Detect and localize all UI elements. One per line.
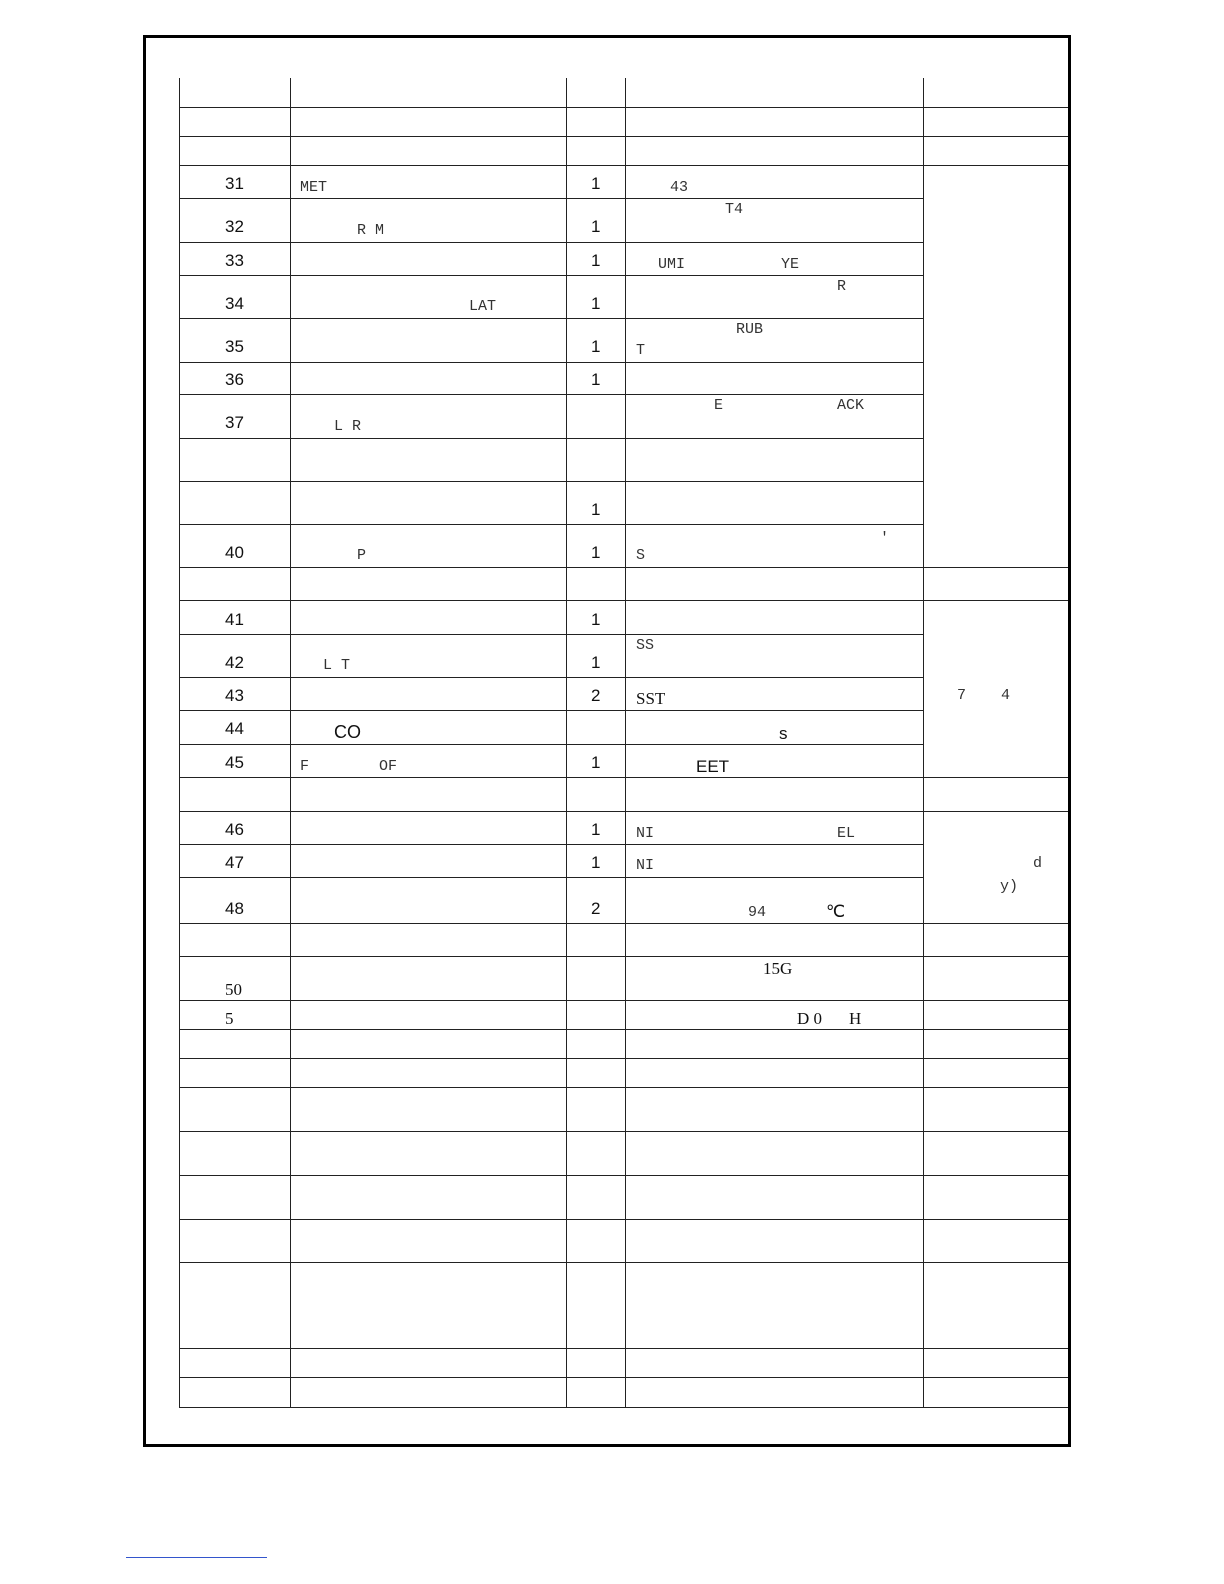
column-divider <box>923 78 924 1408</box>
item-name: R M <box>357 222 385 239</box>
item-name: F <box>300 758 310 775</box>
item-qty: 1 <box>591 610 601 629</box>
row-divider <box>179 107 1068 108</box>
row-divider <box>179 1407 1068 1408</box>
item-spec: s <box>779 724 788 743</box>
item-spec: SS <box>636 637 655 654</box>
column-divider <box>566 78 567 1408</box>
item-number: 45 <box>225 753 244 772</box>
row-divider <box>179 1000 1068 1001</box>
item-number: 43 <box>225 686 244 705</box>
item-spec: D 0 <box>797 1009 823 1028</box>
item-qty: 1 <box>591 217 601 236</box>
item-name: MET <box>300 179 328 196</box>
item-spec: UMI <box>658 256 686 273</box>
item-qty: 1 <box>591 174 601 193</box>
item-number: 34 <box>225 294 244 313</box>
item-spec: EET <box>696 757 730 776</box>
item-spec: NI <box>636 857 655 874</box>
item-spec: YE <box>781 256 800 273</box>
item-qty: 1 <box>591 853 601 872</box>
row-divider <box>179 165 1068 166</box>
row-divider <box>179 923 1068 924</box>
item-number: 35 <box>225 337 244 356</box>
item-spec: ℃ <box>826 902 846 921</box>
item-name: L T <box>323 657 351 674</box>
row-divider <box>179 777 1068 778</box>
item-name: LAT <box>469 298 497 315</box>
item-number: 44 <box>225 719 244 738</box>
item-number: 33 <box>225 251 244 270</box>
item-qty: 1 <box>591 370 601 389</box>
item-spec: H <box>849 1009 862 1028</box>
item-spec: E <box>714 397 724 414</box>
item-qty: 2 <box>591 686 601 705</box>
row-divider <box>179 956 1068 957</box>
item-number: 32 <box>225 217 244 236</box>
column-divider <box>290 78 291 1408</box>
row-divider <box>179 136 1068 137</box>
item-name: CO <box>334 722 361 742</box>
item-name: P <box>357 547 367 564</box>
item-spec: ′ <box>880 530 890 547</box>
item-number: 47 <box>225 853 244 872</box>
item-spec: NI <box>636 825 655 842</box>
item-number: 41 <box>225 610 244 629</box>
item-qty: 1 <box>591 337 601 356</box>
item-number: 5 <box>225 1009 234 1028</box>
item-number: 46 <box>225 820 244 839</box>
row-divider <box>179 811 1068 812</box>
item-spec: R <box>837 278 847 295</box>
item-number: 42 <box>225 653 244 672</box>
item-number: 50 <box>225 980 242 999</box>
item-qty: 1 <box>591 251 601 270</box>
item-qty: 1 <box>591 500 601 519</box>
row-divider <box>179 600 1068 601</box>
remark-text: 7 <box>957 687 967 704</box>
row-divider <box>179 1131 1068 1132</box>
item-number: 40 <box>225 543 244 562</box>
item-number: 31 <box>225 174 244 193</box>
item-qty: 1 <box>591 543 601 562</box>
item-qty: 1 <box>591 820 601 839</box>
row-divider <box>179 1058 1068 1059</box>
item-spec: S <box>636 547 646 564</box>
item-qty: 1 <box>591 294 601 313</box>
item-number: 37 <box>225 413 244 432</box>
item-spec: T <box>636 342 646 359</box>
item-spec: 94 <box>748 904 767 921</box>
item-qty: 1 <box>591 753 601 772</box>
item-name: L R <box>334 418 362 435</box>
item-spec: 15G <box>763 959 793 978</box>
row-divider <box>179 1377 1068 1378</box>
row-divider <box>179 1262 1068 1263</box>
row-divider <box>179 1348 1068 1349</box>
row-divider <box>179 1219 1068 1220</box>
row-divider <box>179 567 1068 568</box>
item-number: 36 <box>225 370 244 389</box>
item-spec: T4 <box>725 201 744 218</box>
item-spec: RUB <box>736 321 764 338</box>
row-divider <box>179 1175 1068 1176</box>
item-spec: EL <box>837 825 856 842</box>
remark-text: 4 <box>1001 687 1011 704</box>
row-divider <box>179 1029 1068 1030</box>
item-spec: 43 <box>670 179 689 196</box>
footnote-separator <box>126 1557 267 1558</box>
column-divider <box>625 78 626 1408</box>
parts-table <box>179 78 1068 1408</box>
remark-text: y) <box>1000 878 1019 895</box>
item-qty: 2 <box>591 899 601 918</box>
row-divider <box>179 1087 1068 1088</box>
item-number: 48 <box>225 899 244 918</box>
item-name: OF <box>379 758 398 775</box>
column-divider <box>179 78 180 1408</box>
item-qty: 1 <box>591 653 601 672</box>
remark-text: d <box>1033 855 1043 872</box>
item-spec: SST <box>636 689 666 708</box>
item-spec: ACK <box>837 397 865 414</box>
